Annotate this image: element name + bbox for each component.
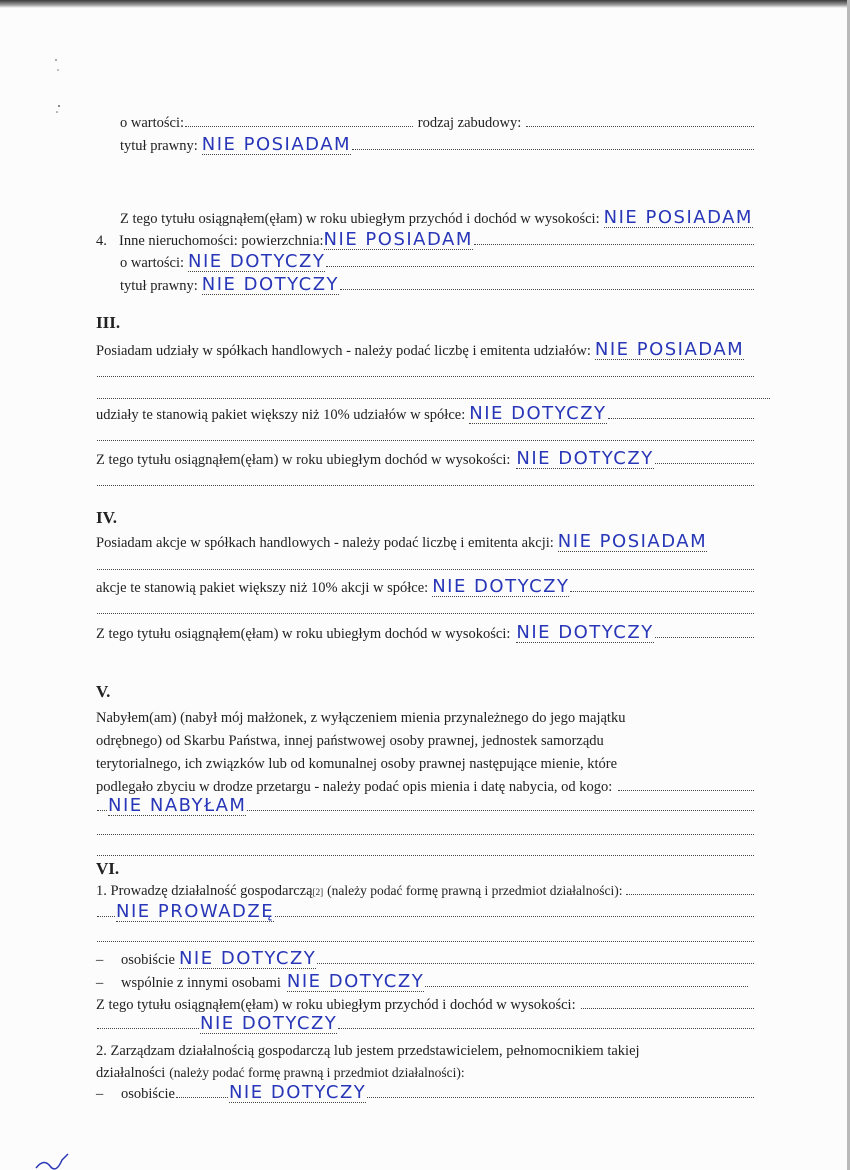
stocks-pct-field[interactable] [570,579,754,592]
scan-mark-left [48,50,68,120]
acquired-p3: terytorialnego, ich związków lub od komunalnej osoby prawnej następujące mienie, które [96,756,618,772]
business-field-0[interactable] [626,882,754,895]
personal-answer: NIE DOTYCZY [178,948,317,969]
other-title-label: tytuł prawny: [120,278,198,294]
management-personal-label: osobiście [121,1086,175,1102]
legal-title-row [120,136,755,155]
other-title-answer: NIE DOTYCZY [201,274,340,295]
stocks-pct-label: akcje te stanowią pakiet większy niż 10% akcji w spółce: [96,580,429,596]
stocks-blank-2 [96,601,755,614]
other-title-field[interactable] [340,277,754,290]
management-row-1 [96,1042,640,1060]
business-income-answer: NIE DOTYCZY [200,1013,338,1034]
stocks-field-1[interactable] [97,557,754,570]
acquired-lead [97,798,107,811]
shares-field-2[interactable] [97,386,770,399]
stocks-income-field[interactable] [655,625,754,638]
other-title-row [120,276,755,295]
business-hint: (należy podać formę prawną i przedmiot działalności): [327,883,623,898]
dash-2: – [96,975,104,991]
dash-1: – [96,952,104,968]
shares-income-field[interactable] [655,451,754,464]
income-row-2 [120,209,832,228]
joint-answer: NIE DOTYCZY [286,971,425,992]
item-number: 4. [96,233,107,249]
section-iv-heading: IV. [96,508,117,527]
management-personal-row [96,1084,755,1103]
value-label: o wartości: [120,115,185,131]
acquired-p2: odrębnego) od Skarbu Państwa, innej państwowej osoby prawnej, jednostek samorządu [96,733,604,749]
shares-income-row [96,450,755,469]
acquired-text-4 [96,778,755,796]
shares-field-1[interactable] [97,364,754,377]
business-answer: NIE PROWADZĘ [116,901,275,922]
acquired-answer: NIE NABYŁAM [108,795,247,816]
stocks-answer: NIE POSIADAM [557,531,708,552]
legal-title-field[interactable] [352,137,754,150]
acquired-text-1 [96,709,625,727]
business-income-answer-row [96,1015,755,1034]
management-personal-lead [176,1085,228,1098]
acquired-text-3 [96,755,617,773]
business-field-1[interactable] [275,904,754,917]
section-v-heading: V. [96,682,111,701]
management-text: 2. Zarządzam działalnością gospodarczą lub jestem przedstawicielem, pełnomocnikiem takiej [96,1043,640,1059]
acquired-p1: Nabyłem(am) (nabył mój małżonek, z wyłączeniem mienia przynależnego do jego majątku [96,710,626,726]
shares-pct-row [96,405,755,424]
shares-field-3[interactable] [97,428,754,441]
shares-blank-2 [96,386,771,399]
value-row [120,114,755,132]
business-row [96,882,755,901]
acquired-answer-row [96,797,755,816]
income-label-2: Z tego tytułu osiągnąłem(ęłam) w roku ubiegłym przychód i dochód w wysokości: [120,211,600,227]
stocks-blank-1 [96,557,755,570]
stocks-field-2[interactable] [97,601,754,614]
shares-answer: NIE POSIADAM [594,339,745,360]
value-field[interactable] [185,114,413,127]
acquired-field-3[interactable] [97,843,754,856]
signature-mark [32,1150,82,1170]
personal-label: osobiście [121,952,175,968]
shares-label: Posiadam udziały w spółkach handlowych - należy podać liczbę i emitenta udziałów: [96,343,591,359]
stocks-income-answer: NIE DOTYCZY [516,622,654,643]
business-income-row [96,996,755,1014]
other-value-field[interactable] [326,254,754,267]
acquired-field-0[interactable] [618,778,754,791]
building-type-label: rodzaj zabudowy: [417,115,522,131]
other-property-row [96,231,755,250]
business-income-lead [97,1016,199,1029]
business-field-2[interactable] [97,929,754,942]
shares-blank-4 [96,473,755,486]
acquired-field-2[interactable] [97,822,754,835]
dash-3: – [96,1086,104,1102]
acquired-text-2 [96,732,604,750]
business-answer-row [96,903,755,922]
joint-label: wspólnie z innymi osobami [121,975,281,991]
business-blank-2 [96,929,755,942]
shares-pct-label: udziały te stanowią pakiet większy niż 10% udziałów w spółce: [96,407,466,423]
shares-blank-1 [96,364,755,377]
business-income-label: Z tego tytułu osiągnąłem(ęłam) w roku ubiegłym przychód i dochód w wysokości: [96,997,576,1013]
stocks-pct-answer: NIE DOTYCZY [432,576,570,597]
income-answer-2: NIE POSIADAM [603,207,753,228]
stocks-pct-row [96,578,755,597]
personal-field[interactable] [317,951,754,964]
management-row-2 [96,1064,465,1082]
other-property-field[interactable] [474,232,754,245]
business-income-field-1[interactable] [338,1016,754,1029]
management-hint: (należy podać formę prawną i przedmiot działalności): [169,1065,465,1080]
other-property-label: Inne nieruchomości: powierzchnia: [119,233,324,249]
other-value-row [120,253,755,272]
other-value-label: o wartości: [120,255,185,271]
acquired-blank-2 [96,822,755,835]
building-type-field[interactable] [526,114,754,127]
stocks-label: Posiadam akcje w spółkach handlowych - należy podać liczbę i emitenta akcji: [96,535,554,551]
section-vi-heading: VI. [96,859,120,878]
acquired-blank-3 [96,843,755,856]
acquired-field-1[interactable] [247,798,754,811]
other-property-answer: NIE POSIADAM [323,229,473,250]
stocks-row [96,533,824,552]
joint-field[interactable] [425,974,748,987]
business-lead [97,904,115,917]
acquired-p4: podlegało zbyciu w drodze przetargu - należy podać opis mienia i datę nabycia, od kogo: [96,779,613,795]
shares-pct-field[interactable] [608,406,754,419]
shares-blank-3 [96,428,755,441]
legal-title-label: tytuł prawny: [120,138,198,154]
shares-pct-answer: NIE DOTYCZY [469,403,607,424]
business-income-field-0[interactable] [581,996,754,1009]
stocks-income-label: Z tego tytułu osiągnąłem(ęłam) w roku ubiegłym dochód w wysokości: [96,626,511,642]
legal-title-answer: NIE POSIADAM [201,134,352,155]
management-personal-field[interactable] [367,1085,754,1098]
business-label: 1. Prowadzę działalność gospodarczą [96,883,313,899]
shares-field-4[interactable] [97,473,754,486]
shares-income-answer: NIE DOTYCZY [516,448,654,469]
management-text-2: działalności [96,1065,166,1081]
footnote-ref: [2] [312,887,324,897]
shares-income-label: Z tego tytułu osiągnąłem(ęłam) w roku ubiegłym dochód w wysokości: [96,452,511,468]
management-personal-answer: NIE DOTYCZY [228,1082,367,1103]
stocks-income-row [96,624,755,643]
other-value-answer: NIE DOTYCZY [188,251,326,272]
section-iii-heading: III. [96,313,121,332]
shares-row [96,341,831,360]
business-personal-row [96,950,755,969]
business-joint-row [96,973,749,992]
